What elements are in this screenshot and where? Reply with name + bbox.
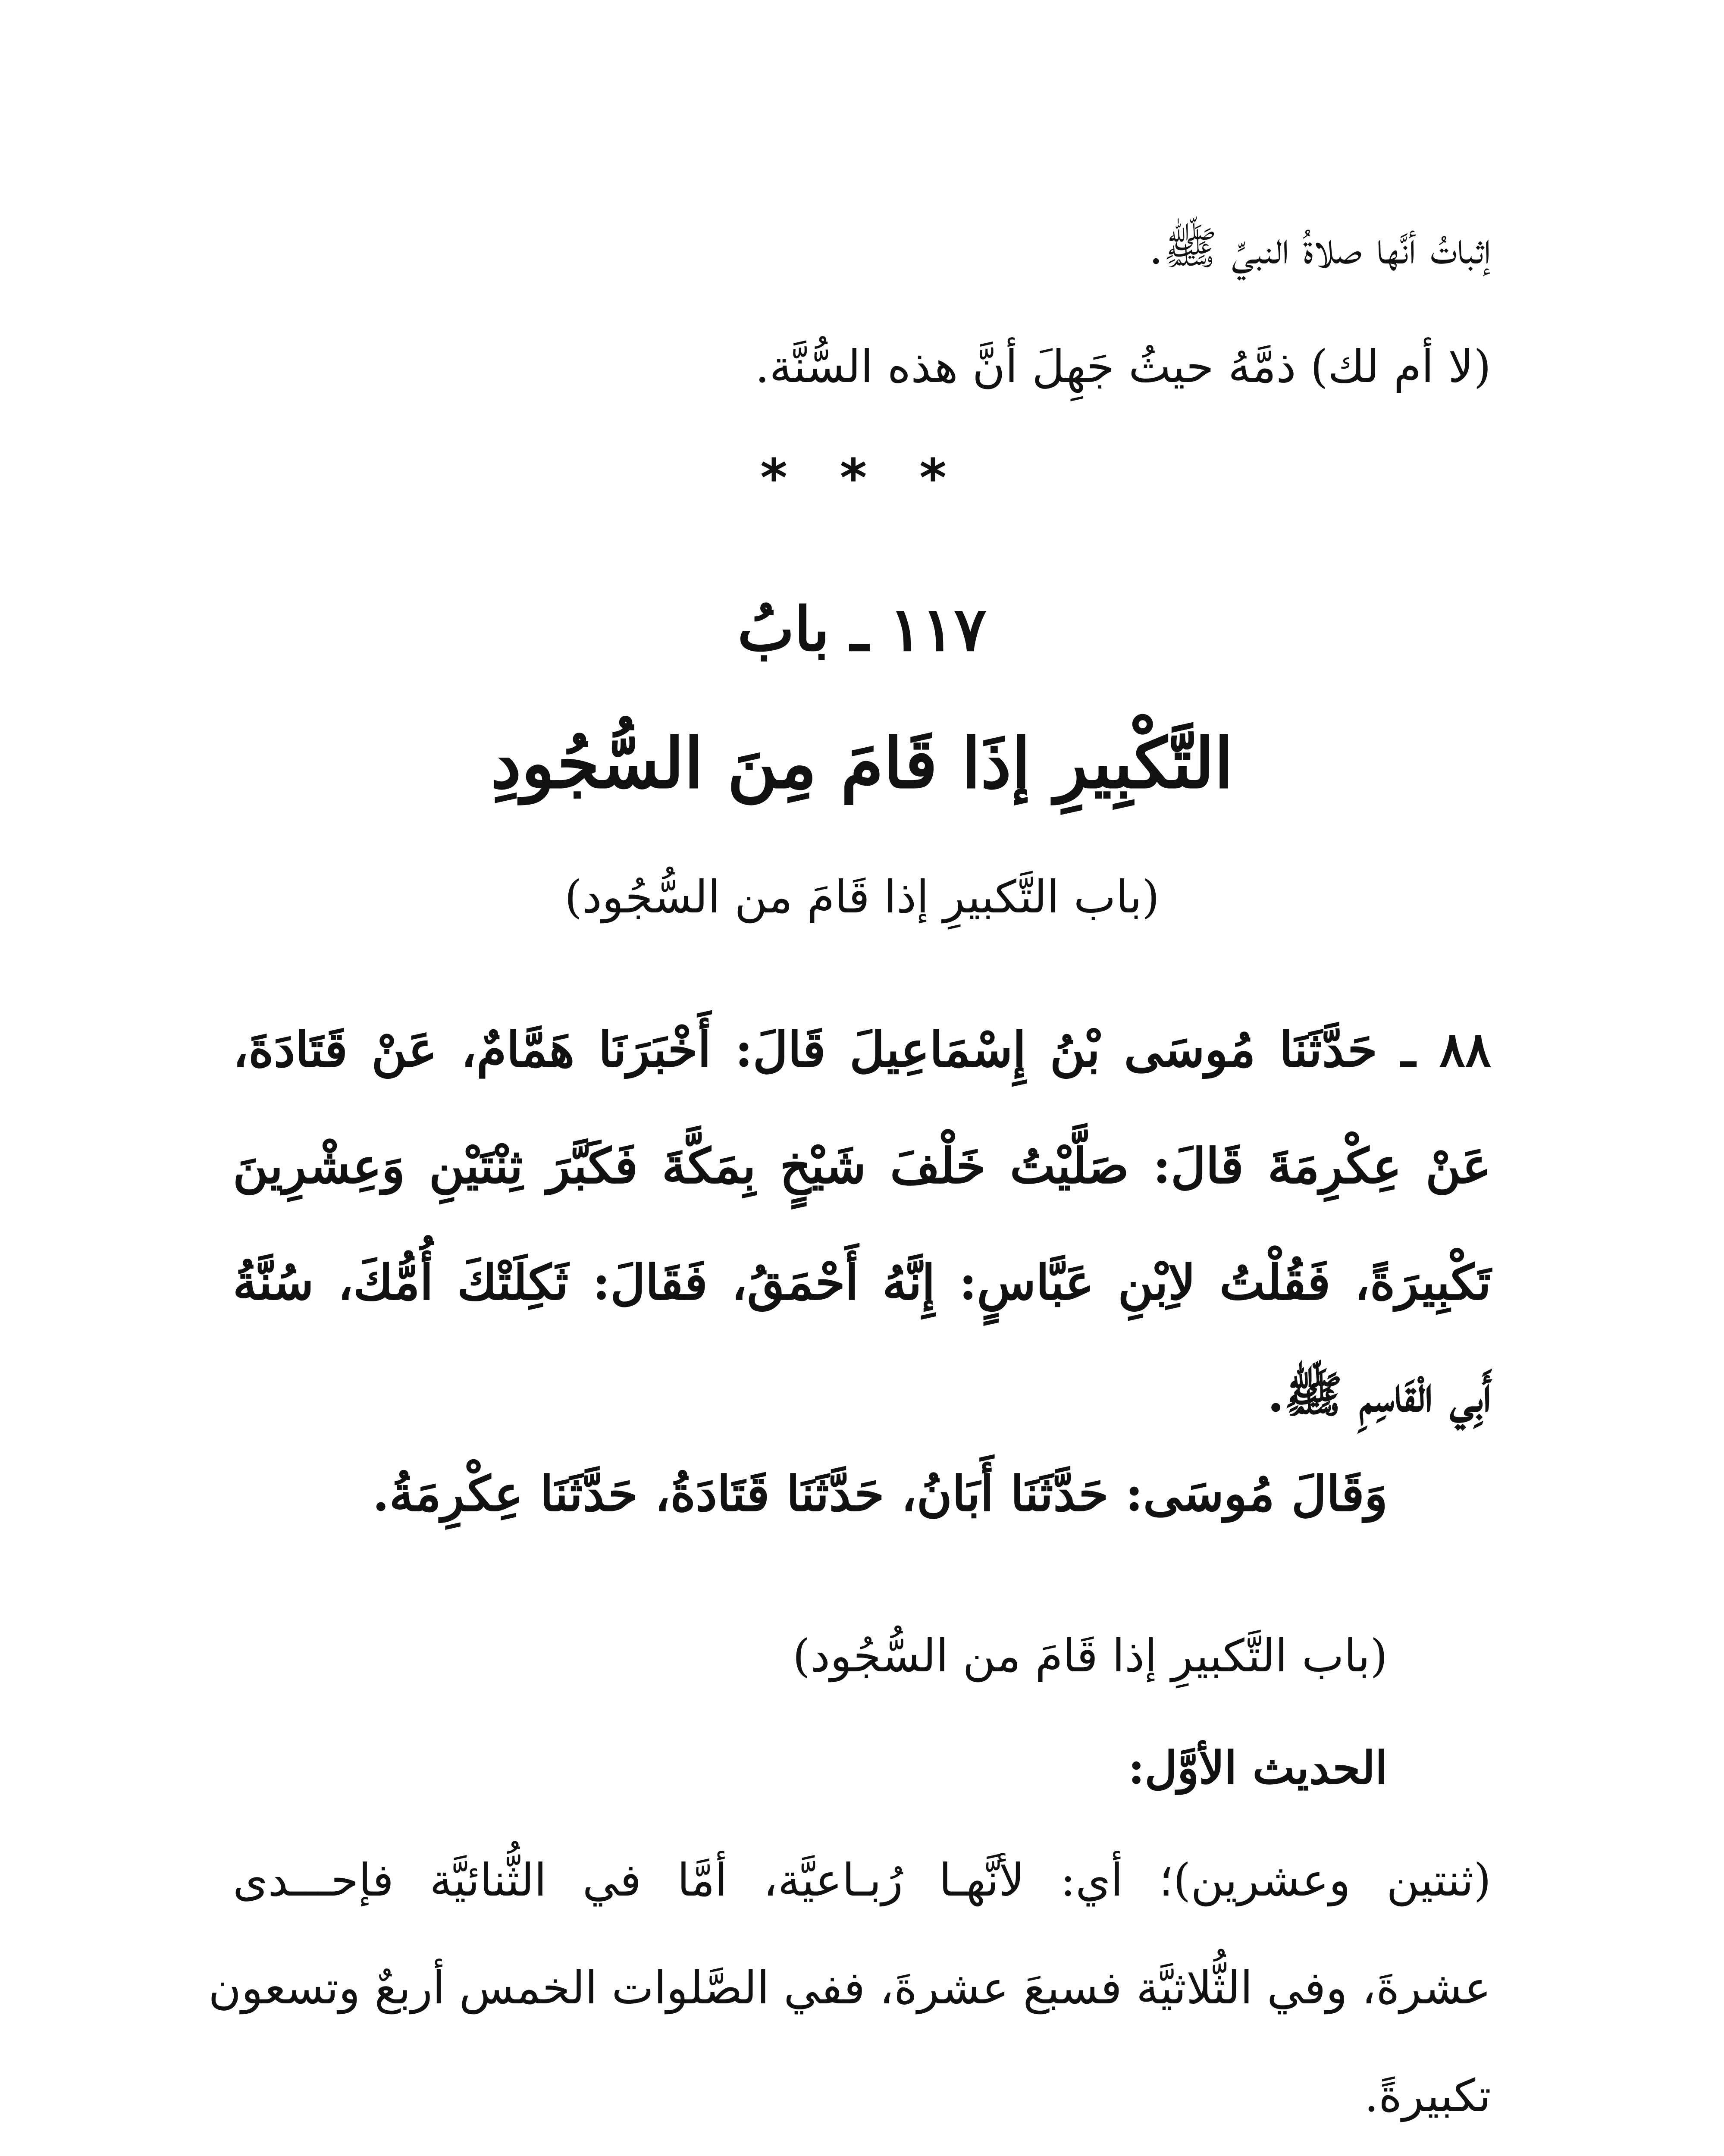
commentary-heading-1: (باب التَّكبيرِ إذا قَامَ من السُّجُود) [564, 871, 1160, 923]
hadith-line-5: وَقَالَ مُوسَى: حَدَّثَنَا أَبَانُ، حَدَّثَنَا قَتَادَةُ، حَدَّثَنَا عِكْرِمَةُ. [372, 1466, 1388, 1522]
hadith-line-4: أَبِي الْقَاسِمِ ﷺ. [1267, 1366, 1491, 1423]
commentary-line-1: (ثنتين وعشرين)؛ أي: لأنَّهـا رُبـاعيَّة، أمَّا في الثُّنائيَّة فإحـــدى [233, 1854, 1491, 1906]
first-hadith-label: الحديث الأوَّل: [1128, 1741, 1388, 1794]
hadith-line-1: ٨٨ ـ حَدَّثَنَا مُوسَى بْنُ إِسْمَاعِيلَ قَالَ: أَخْبَرَنَا هَمَّامٌ، عَنْ قَتَادَةَ، [233, 1022, 1491, 1078]
commentary-heading-2: (باب التَّكبيرِ إذا قَامَ من السُّجُود) [793, 1630, 1388, 1682]
intro-line-2: (لا أم لك) ذمَّهُ حيثُ جَهِلَ أنَّ هذه السُّنَّة. [755, 340, 1491, 393]
section-separator: * * * [760, 448, 964, 508]
hadith-line-2: عَنْ عِكْرِمَةَ قَالَ: صَلَّيْتُ خَلْفَ شَيْخٍ بِمَكَّةَ فَكَبَّرَ ثِنْتَيْنِ وَعِشْرِينَ [233, 1138, 1491, 1194]
hadith-line-3: تَكْبِيرَةً، فَقُلْتُ لاِبْنِ عَبَّاسٍ: إِنَّهُ أَحْمَقُ، فَقَالَ: ثَكِلَتْكَ أُمُّكَ، سُنَّةُ [233, 1254, 1491, 1311]
commentary-line-3: تكبيرةً. [1364, 2069, 1491, 2122]
chapter-title: التَّكْبِيرِ إذَا قَامَ مِنَ السُّجُودِ [490, 723, 1234, 804]
commentary-line-2: عشرةَ، وفي الثُّلاثيَّة فسبعَ عشرةَ، ففي الصَّلوات الخمس أربعٌ وتسعون [208, 1962, 1491, 2014]
chapter-number: ١١٧ ـ بابُ [737, 594, 987, 665]
intro-line-1: إثباتُ أنَّها صلاةُ النبيِّ ﷺ. [1149, 222, 1491, 274]
